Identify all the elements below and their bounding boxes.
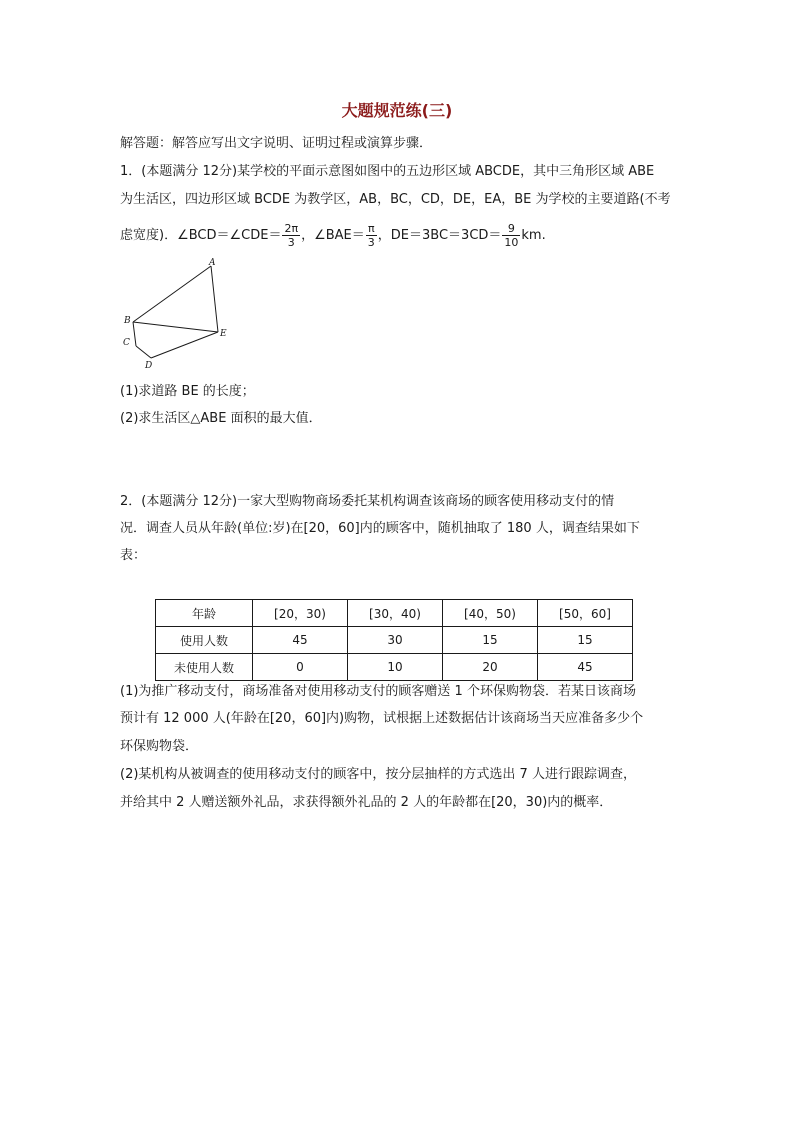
- pentagon-figure: [118, 256, 238, 372]
- frac1-denominator: 3: [287, 236, 295, 249]
- label-e: E: [220, 329, 227, 339]
- q2-line-2: 况．调查人员从年龄(单位:岁)在[20，60]内的顾客中，随机抽取了 180 人，调查结果如下: [120, 521, 640, 536]
- table-header-cell: 年龄: [156, 600, 253, 627]
- table-row: [156, 627, 633, 654]
- table-header-cell: [30，40): [348, 600, 443, 627]
- table-cell: 15: [538, 627, 633, 654]
- table-cell: 30: [348, 627, 443, 654]
- survey-table: [155, 599, 633, 681]
- page-title: 大题规范练(三): [341, 101, 453, 120]
- table-cell: 0: [253, 654, 348, 681]
- frac3-numerator: 9: [502, 222, 520, 236]
- q2-sub-2-line-2: 并给其中 2 人赠送额外礼品，求获得额外礼品的 2 人的年龄都在[20，30)内的概率．: [120, 795, 613, 810]
- fraction-9-over-10: [502, 222, 520, 249]
- edge-be: [133, 322, 218, 332]
- q1-line-3: [120, 222, 546, 249]
- table-cell: 10: [348, 654, 443, 681]
- table-row: [156, 654, 633, 681]
- q1-line-3-part-b: ，∠BAE＝: [301, 228, 365, 243]
- q2-line-3: 表：: [120, 548, 147, 563]
- label-c: C: [123, 338, 130, 348]
- table-cell: 45: [538, 654, 633, 681]
- edge-cd: [136, 346, 151, 358]
- table-header-row: [156, 600, 633, 627]
- edge-de: [151, 332, 218, 358]
- q2-sub-1-line-3: 环保购物袋．: [120, 739, 199, 754]
- q2-sub-2-line-1: (2)某机构从被调查的使用移动支付的顾客中，按分层抽样的方式选出 7 人进行跟踪调查，: [120, 767, 636, 782]
- edge-bc: [133, 322, 136, 346]
- table-header-cell: [50，60]: [538, 600, 633, 627]
- table-header-cell: [20，30): [253, 600, 348, 627]
- table-cell: 20: [443, 654, 538, 681]
- fraction-2pi-over-3: [282, 222, 300, 249]
- instruction-text: 解答题：解答应写出文字说明、证明过程或演算步骤．: [120, 136, 433, 151]
- q1-line-3-part-a: 虑宽度)．∠BCD＝∠CDE＝: [120, 228, 282, 243]
- q2-sub-1-line-2: 预计有 12 000 人(年龄在[20，60]内)购物，试根据上述数据估计该商场当天应准备多少个: [120, 711, 644, 726]
- table-cell: 45: [253, 627, 348, 654]
- q1-line-3-part-d: km.: [521, 228, 546, 243]
- pentagon-diagram: [118, 256, 238, 372]
- label-d: D: [145, 361, 153, 371]
- label-a: A: [209, 258, 216, 268]
- table-cell: 未使用人数: [156, 654, 253, 681]
- q1-sub-1: (1)求道路 BE 的长度；: [120, 384, 255, 399]
- q1-line-1: 1．(本题满分 12分)某学校的平面示意图如图中的五边形区域 ABCDE，其中三角形区域 ABE: [120, 164, 655, 179]
- table-cell: 使用人数: [156, 627, 253, 654]
- edge-ae: [211, 266, 218, 332]
- q2-line-1: 2．(本题满分 12分)一家大型购物商场委托某机构调查该商场的顾客使用移动支付的情: [120, 494, 615, 509]
- q1-line-3-part-c: ，DE＝3BC＝3CD＝: [377, 228, 502, 243]
- frac1-numerator: 2π: [284, 222, 299, 235]
- table-cell: 15: [443, 627, 538, 654]
- frac2-numerator: π: [366, 222, 377, 236]
- table-header-cell: [40，50): [443, 600, 538, 627]
- q1-line-2: 为生活区，四边形区域 BCDE 为教学区，AB，BC，CD，DE，EA，BE 为学校的主要道路(不考: [120, 192, 671, 207]
- q1-sub-2: (2)求生活区△ABE 面积的最大值．: [120, 411, 322, 426]
- edge-ab: [133, 266, 211, 322]
- fraction-pi-over-3: [366, 222, 377, 249]
- frac2-denominator: 3: [367, 236, 375, 249]
- q2-sub-1-line-1: (1)为推广移动支付，商场准备对使用移动支付的顾客赠送 1 个环保购物袋．若某日该商场: [120, 684, 636, 699]
- frac3-denominator: 10: [504, 236, 519, 249]
- label-b: B: [124, 316, 131, 326]
